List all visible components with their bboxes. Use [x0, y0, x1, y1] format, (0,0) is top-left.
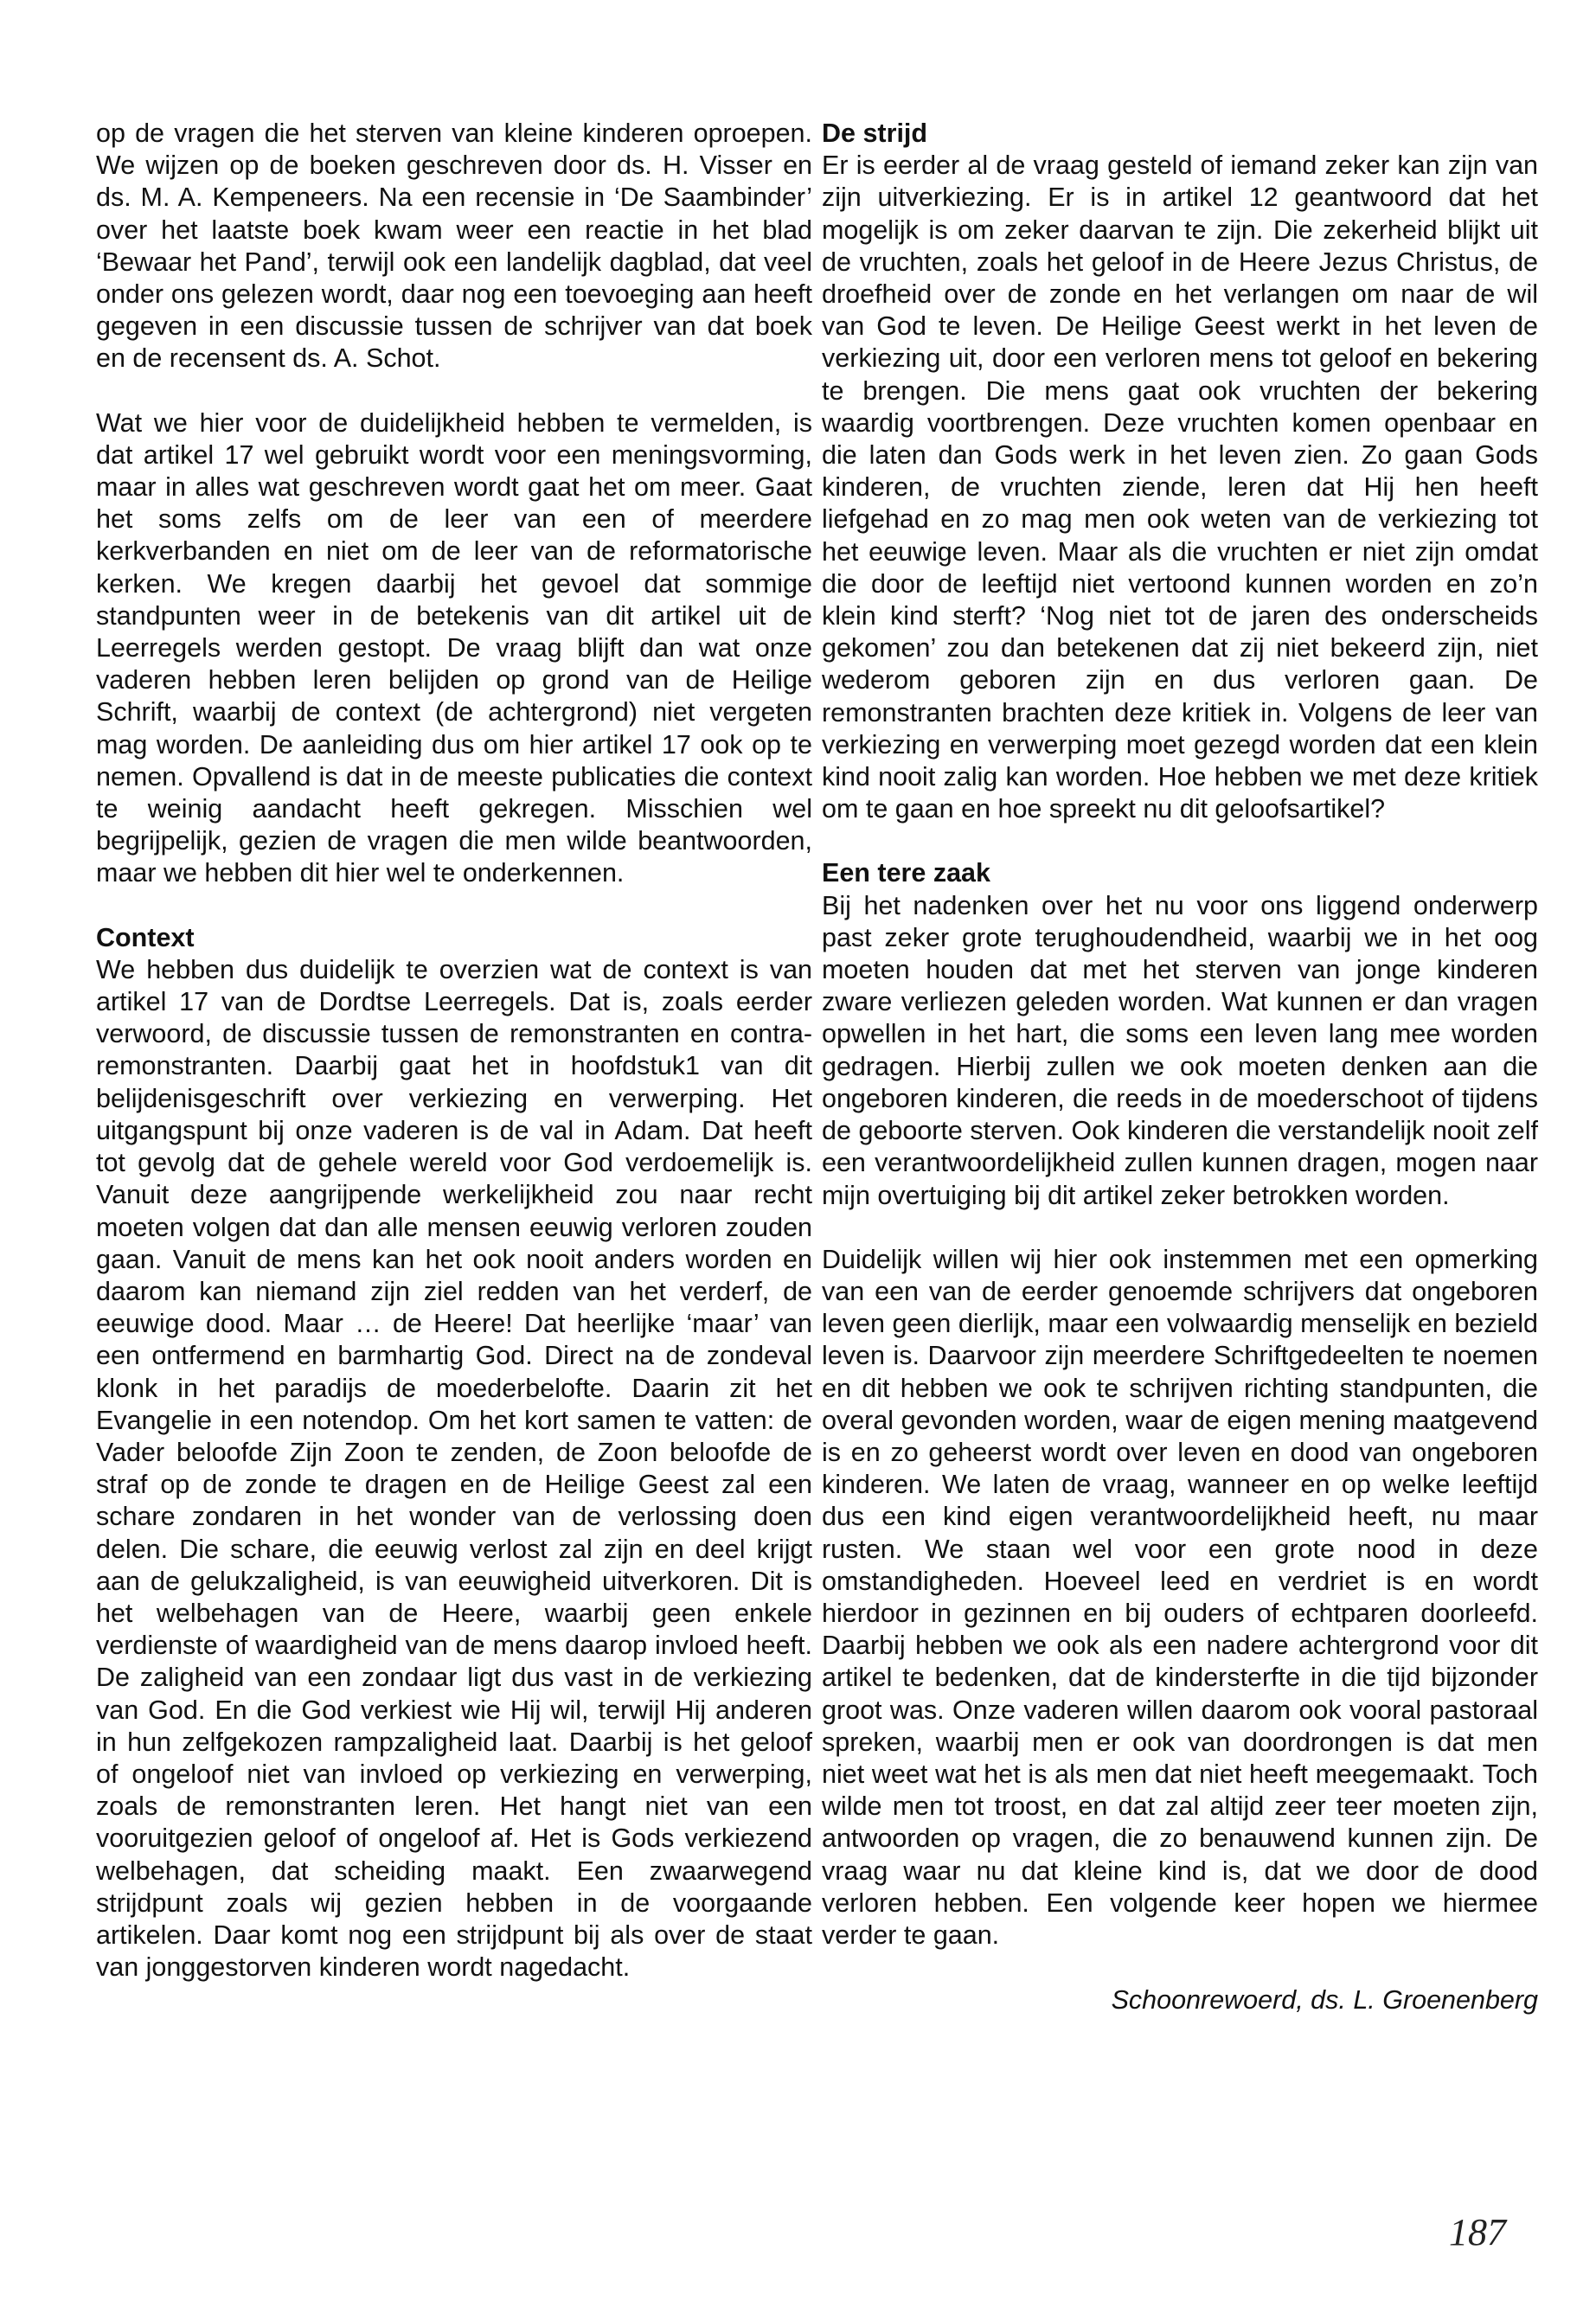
author-signature: Schoonrewoerd, ds. L. Groenenberg — [1111, 1985, 1538, 2016]
left-paragraph-2: Wat we hier voor de duidelijkheid hebben te vermelden, is dat artikel 17 wel gebruikt wordt voor een meningsvorming, maar in alles wat geschreven wordt gaat het om meer. Gaat het soms zelfs om de leer van een of meerdere kerkverbanden en niet om de leer van de reformatorische kerken. We kregen daarbij het gevoel dat sommige standpunten weer in de betekenis van dit artikel uit de Leerregels werden gestopt. De vraag blijft dan wat onze vaderen hebben leren belijden op grond van de Heilige Schrift, waarbij de context (de achtergrond) niet vergeten mag worden. De aanleiding dus om hier artikel 17 ook op te nemen. Opvallend is dat in de meeste publicaties die context te weinig aandacht heeft gekregen. Misschien wel begrijpelijk, gezien de vragen die men wilde beantwoorden, maar we hebben dit hier wel te onderkennen. — [96, 407, 812, 888]
left-paragraph-1: op de vragen die het sterven van kleine kinderen oproepen. We wijzen op de boeken geschreven door ds. H. Visser en ds. M. A. Kempeneers. Na een recensie in ‘De Saambinder’ over het laatste boek kwam weer een reactie in het blad ‘Bewaar het Pand’, terwijl ook een landelijk dagblad, dat veel onder ons gelezen wordt, daar nog een toevoeging aan heeft gegeven in een discussie tussen de schrijver van dat boek en de recensent ds. A. Schot. — [96, 119, 812, 374]
left-paragraph-3: We hebben dus duidelijk te overzien wat de context is van artikel 17 van de Dordtse Leerregels. Dat is, zoals eerder verwoord, de discussie tussen de remonstranten en contra-remonstranten. Daarbij gaat het in hoofdstuk1 van dit belijdenisgeschrift over verkiezing en verwerping. Het uitgangspunt bij onze vaderen is de val in Adam. Dat heeft tot gevolg dat de gehele wereld voor God verdoemelijk is. Vanuit deze aangrijpende werkelijkheid zou naar recht moeten volgen dat dan alle mensen eeuwig verloren zouden gaan. Vanuit de mens kan het ook nooit anders worden en daarom kan niemand zijn ziel redden van het verderf, de eeuwige dood. Maar … de Heere! Dat heerlijke ‘maar’ van een ontfermend en barmhartig God. Direct na de zondeval klonk in het paradijs de moederbelofte. Daarin zit het Evangelie in een notendop. Om het kort samen te vatten: de Vader beloofde Zijn Zoon te zenden, de Zoon beloofde de straf op de zonde te dragen en de Heilige Geest zal een schare zondaren in het wonder van de verlossing doen delen. Die schare, die eeuwig verlost zal zijn en deel krijgt aan de gelukzaligheid, is van eeuwigheid uitverkoren. Dit is het welbehagen van de Heere, waarbij geen enkele verdienste of waardigheid van de mens daarop invloed heeft. De zaligheid van een zondaar ligt dus vast in de verkiezing van God. En die God verkiest wie Hij wil, terwijl Hij anderen in hun zelfgekozen rampzaligheid laat. Daarbij is het geloof of ongeloof niet van invloed op verkiezing en verwerping, zoals de remonstranten leren. Het hangt niet van een vooruitgezien geloof of ongeloof af. Het is Gods verkiezend welbehagen, dat scheiding maakt. Een zwaarwegend strijdpunt zoals wij gezien hebben in de voorgaande artikelen. Daar komt nog een strijdpunt bij als over de staat van jonggestorven kinderen wordt nagedacht. — [96, 954, 812, 1983]
heading-context: Context — [96, 922, 195, 952]
right-paragraph-3: Duidelijk willen wij hier ook instemmen met een opmerking van een van de eerder genoemde schrijvers dat ongeboren leven geen dierlijk, maar een volwaardig menselijk en bezield leven is. Daarvoor zijn meerdere Schriftgedeelten te noemen en dit hebben we ook te schrijven richting standpunten, die overal gevonden worden, waar de eigen mening maatgevend is en zo geheerst wordt over leven en dood van ongeboren kinderen. We laten de vraag, wanneer en op welke leeftijd dus een kind eigen verantwoordelijkheid heeft, nu maar rusten. We staan wel voor een grote nood in deze omstandigheden. Hoeveel leed en verdriet is en wordt hierdoor in gezinnen en bij ouders of echtparen doorleefd. Daarbij hebben we ook als een nadere achtergrond voor dit artikel te bedenken, dat de kindersterfte in die tijd bijzonder groot was. Onze vaderen willen daarom ook vooral pastoraal spreken, waarbij men er ook van doordrongen is dat men niet weet wat het is als men dat niet heeft meegemaakt. Toch wilde men tot troost, en dat zal altijd zeer teer moeten zijn, antwoorden op vragen, die zo benauwend kunnen zijn. De vraag waar nu dat kleine kind is, dat we door de dood verloren hebben. Een volgende keer hopen we hiermee verder te gaan. — [822, 1244, 1538, 1950]
right-paragraph-2: Bij het nadenken over het nu voor ons liggend onderwerp past zeker grote terughoudendheid, waarbij we in het oog moeten houden dat met het sterven van jonge kinderen zware verliezen geleden worden. Wat kunnen er dan vragen opwellen in het hart, die soms een leven lang mee worden gedragen. Hierbij zullen we ook moeten denken aan die ongeboren kinderen, die reeds in de moederschoot of tijdens de geboorte sterven. Ook kinderen die verstandelijk nooit zelf een verantwoordelijkheid zullen kunnen dragen, mogen naar mijn overtuiging bij dit artikel zeker betrokken worden. — [822, 890, 1538, 1210]
heading-een-tere-zaak: Een tere zaak — [822, 858, 990, 888]
left-column — [96, 118, 812, 2016]
right-column — [822, 118, 1538, 2016]
right-paragraph-1: Er is eerder al de vraag gesteld of iemand zeker kan zijn van zijn uitverkiezing. Er is in artikel 12 geantwoord dat het mogelijk is om zeker daarvan te zijn. Die zekerheid blijkt uit de vruchten, zoals het geloof in de Heere Jezus Christus, de droefheid over de zonde en het verlangen om naar de wil van God te leven. De Heilige Geest werkt in het leven de verkiezing uit, door een verloren mens tot geloof en bekering te brengen. Die mens gaat ook vruchten der bekering waardig voortbrengen. Deze vruchten komen openbaar en die laten dan Gods werk in het leven zien. Zo gaan Gods kinderen, de vruchten ziende, leren dat Hij hen heeft liefgehad en zo mag men ook weten van de verkiezing tot het eeuwige leven. Maar als die vruchten er niet zijn omdat die door de leeftijd niet vertoond kunnen worden en zo’n klein kind sterft? ‘Nog niet tot de jaren des onderscheids gekomen’ zou dan betekenen dat zij niet bekeerd zijn, niet wederom geboren zijn en dus verloren gaan. De remonstranten brachten deze kritiek in. Volgens de leer van verkiezing en verwerping moet gezegd worden dat een klein kind nooit zalig kan worden. Hoe hebben we met deze kritiek om te gaan en hoe spreekt nu dit geloofsartikel? — [822, 151, 1538, 824]
heading-de-strijd: De strijd — [822, 119, 928, 148]
page-number: 187 — [1449, 2211, 1506, 2253]
